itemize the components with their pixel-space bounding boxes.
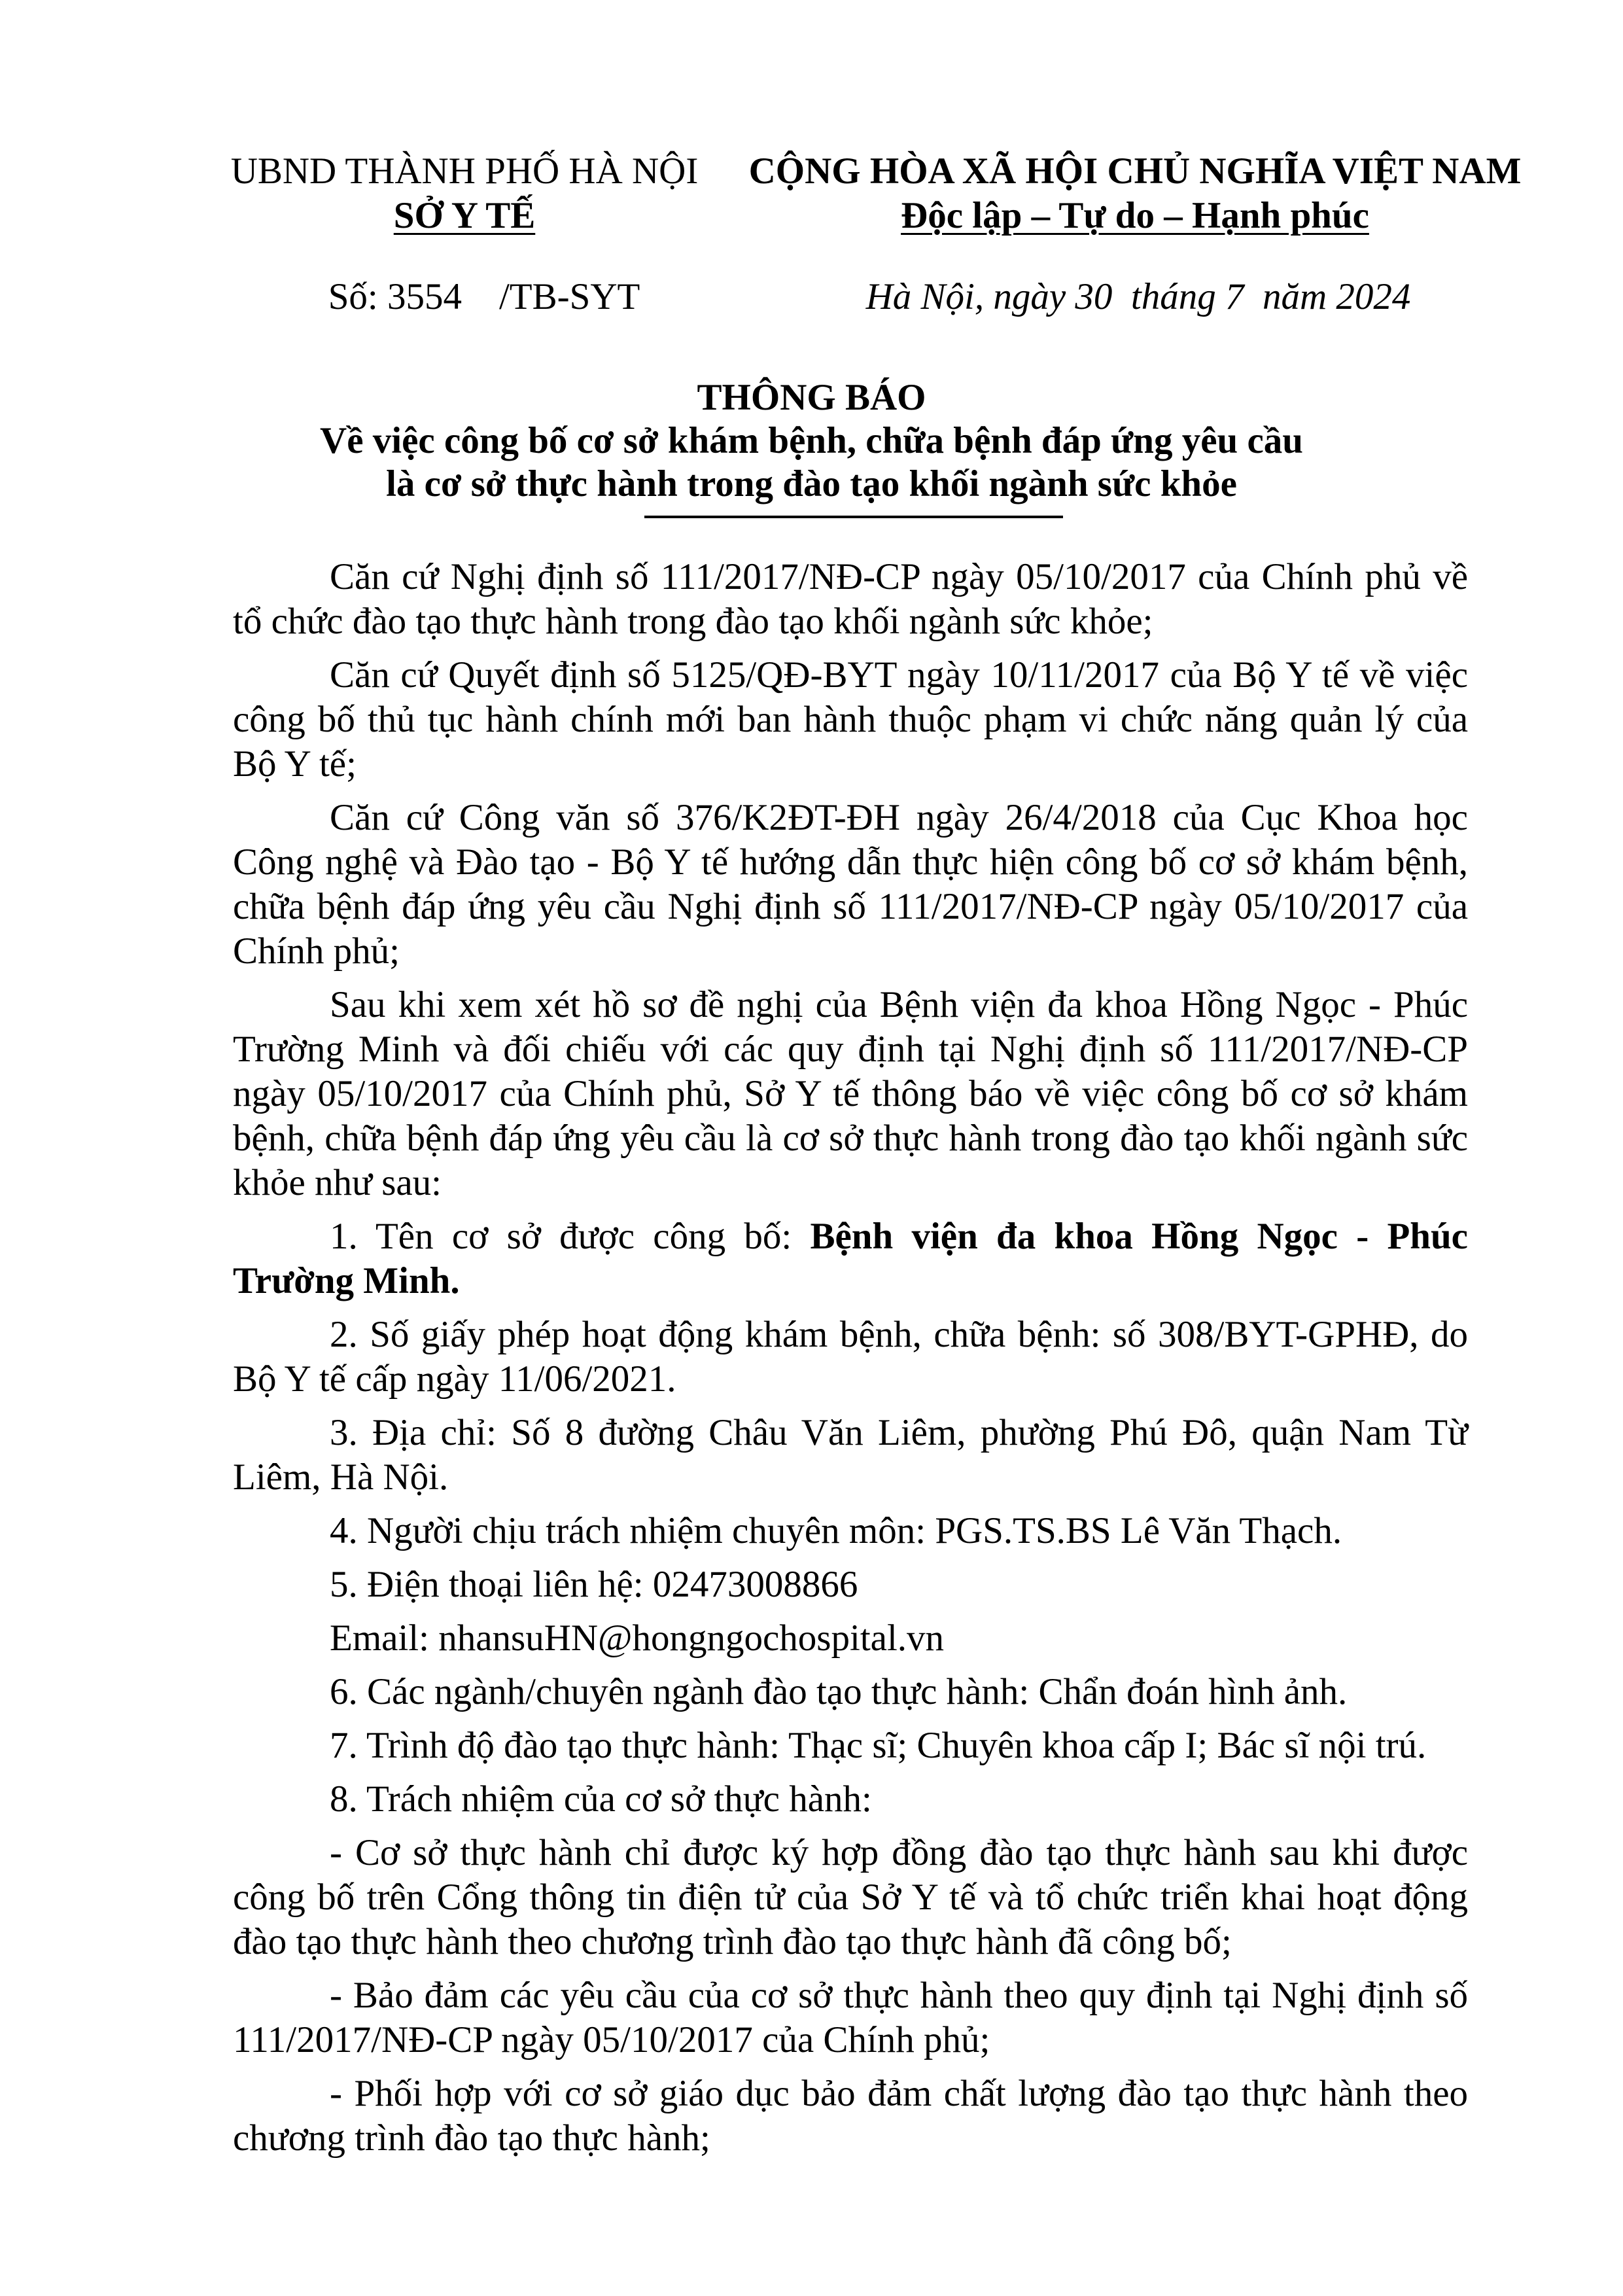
document-date: Hà Nội, ngày 30 tháng 7 năm 2024: [865, 276, 1411, 317]
review-statement: Sau khi xem xét hồ sơ đề nghị của Bệnh viện đa khoa Hồng Ngọc - Phúc Trường Minh và đối chiếu với các quy định tại Nghị định số 111/2017/NĐ-CP ngày 05/10/2017 của Chính phủ, Sở Y tế thông báo về việc công bố cơ sở khám bệnh, chữa bệnh đáp ứng yêu cầu là cơ sở thực hành trong đào tạo khối ngành sức khỏe như sau:: [233, 984, 1468, 1203]
document-title: THÔNG BÁO: [697, 377, 926, 418]
legal-basis-2: Căn cứ Quyết định số 5125/QĐ-BYT ngày 10/11/2017 của Bộ Y tế về việc công bố thủ tục hành chính mới ban hành thuộc phạm vi chức năng quản lý của Bộ Y tế;: [233, 654, 1468, 785]
item-training-levels: 7. Trình độ đào tạo thực hành: Thạc sĩ; Chuyên khoa cấp I; Bác sĩ nội trú.: [330, 1725, 1427, 1766]
responsibility-3: - Phối hợp với cơ sở giáo dục bảo đảm chất lượng đào tạo thực hành theo chương trình đào tạo thực hành;: [233, 2073, 1468, 2159]
responsibility-2: - Bảo đảm các yêu cầu của cơ sở thực hành theo quy định tại Nghị định số 111/2017/NĐ-CP ngày 05/10/2017 của Chính phủ;: [233, 1975, 1468, 2060]
title-divider: [644, 516, 1063, 518]
item-responsibilities: 8. Trách nhiệm của cơ sở thực hành:: [330, 1778, 872, 1820]
issuing-authority: [196, 149, 733, 238]
item-address: 3. Địa chỉ: Số 8 đường Châu Văn Liêm, phường Phú Đô, quận Nam Từ Liêm, Hà Nội.: [233, 1412, 1468, 1498]
document-number: Số: 3554 /TB-SYT: [328, 276, 640, 317]
authority-parent: UBND THÀNH PHỐ HÀ NỘI: [230, 150, 699, 192]
national-header: [726, 149, 1544, 238]
document-subtitle-line1: Về việc công bố cơ sở khám bệnh, chữa bệnh đáp ứng yêu cầu: [320, 420, 1303, 461]
item-license: 2. Số giấy phép hoạt động khám bệnh, chữa bệnh: số 308/BYT-GPHĐ, do Bộ Y tế cấp ngày 11/06/2021.: [233, 1314, 1468, 1400]
item-phone: 5. Điện thoại liên hệ: 02473008866: [330, 1564, 858, 1605]
item-training-fields: 6. Các ngành/chuyên ngành đào tạo thực hành: Chẩn đoán hình ảnh.: [330, 1671, 1348, 1712]
authority-name: SỞ Y TẾ: [393, 195, 536, 236]
responsibility-1: - Cơ sở thực hành chỉ được ký hợp đồng đào tạo thực hành sau khi được công bố trên Cổng thông tin điện tử của Sở Y tế và tổ chức triển khai hoạt động đào tạo thực hành theo chương trình đào tạo thực hành đã công bố;: [233, 1832, 1468, 1962]
document-body: [233, 555, 1468, 2170]
national-title: CỘNG HÒA XÃ HỘI CHỦ NGHĨA VIỆT NAM: [748, 150, 1522, 192]
item-facility-label: 1. Tên cơ sở được công bố:: [330, 1216, 811, 1257]
legal-basis-3: Căn cứ Công văn số 376/K2ĐT-ĐH ngày 26/4/2018 của Cục Khoa học Công nghệ và Đào tạo - Bộ Y tế hướng dẫn thực hiện công bố cơ sở khám bệnh, chữa bệnh đáp ứng yêu cầu Nghị định số 111/2017/NĐ-CP ngày 05/10/2017 của Chính phủ;: [233, 797, 1468, 972]
item-email: Email: nhansuHN@hongngochospital.vn: [330, 1617, 945, 1659]
document-subtitle-line2: là cơ sở thực hành trong đào tạo khối ngành sức khỏe: [386, 463, 1237, 504]
item-facility-name: [233, 1214, 1468, 1303]
item-responsible-person: 4. Người chịu trách nhiệm chuyên môn: PGS.TS.BS Lê Văn Thạch.: [330, 1510, 1342, 1551]
item-facility-value: Bệnh viện đa khoa Hồng Ngọc - Phúc Trường Minh.: [233, 1216, 1468, 1301]
national-motto: Độc lập – Tự do – Hạnh phúc: [901, 195, 1369, 236]
legal-basis-1: Căn cứ Nghị định số 111/2017/NĐ-CP ngày 05/10/2017 của Chính phủ về tổ chức đào tạo thực hành trong đào tạo khối ngành sức khỏe;: [233, 556, 1468, 642]
